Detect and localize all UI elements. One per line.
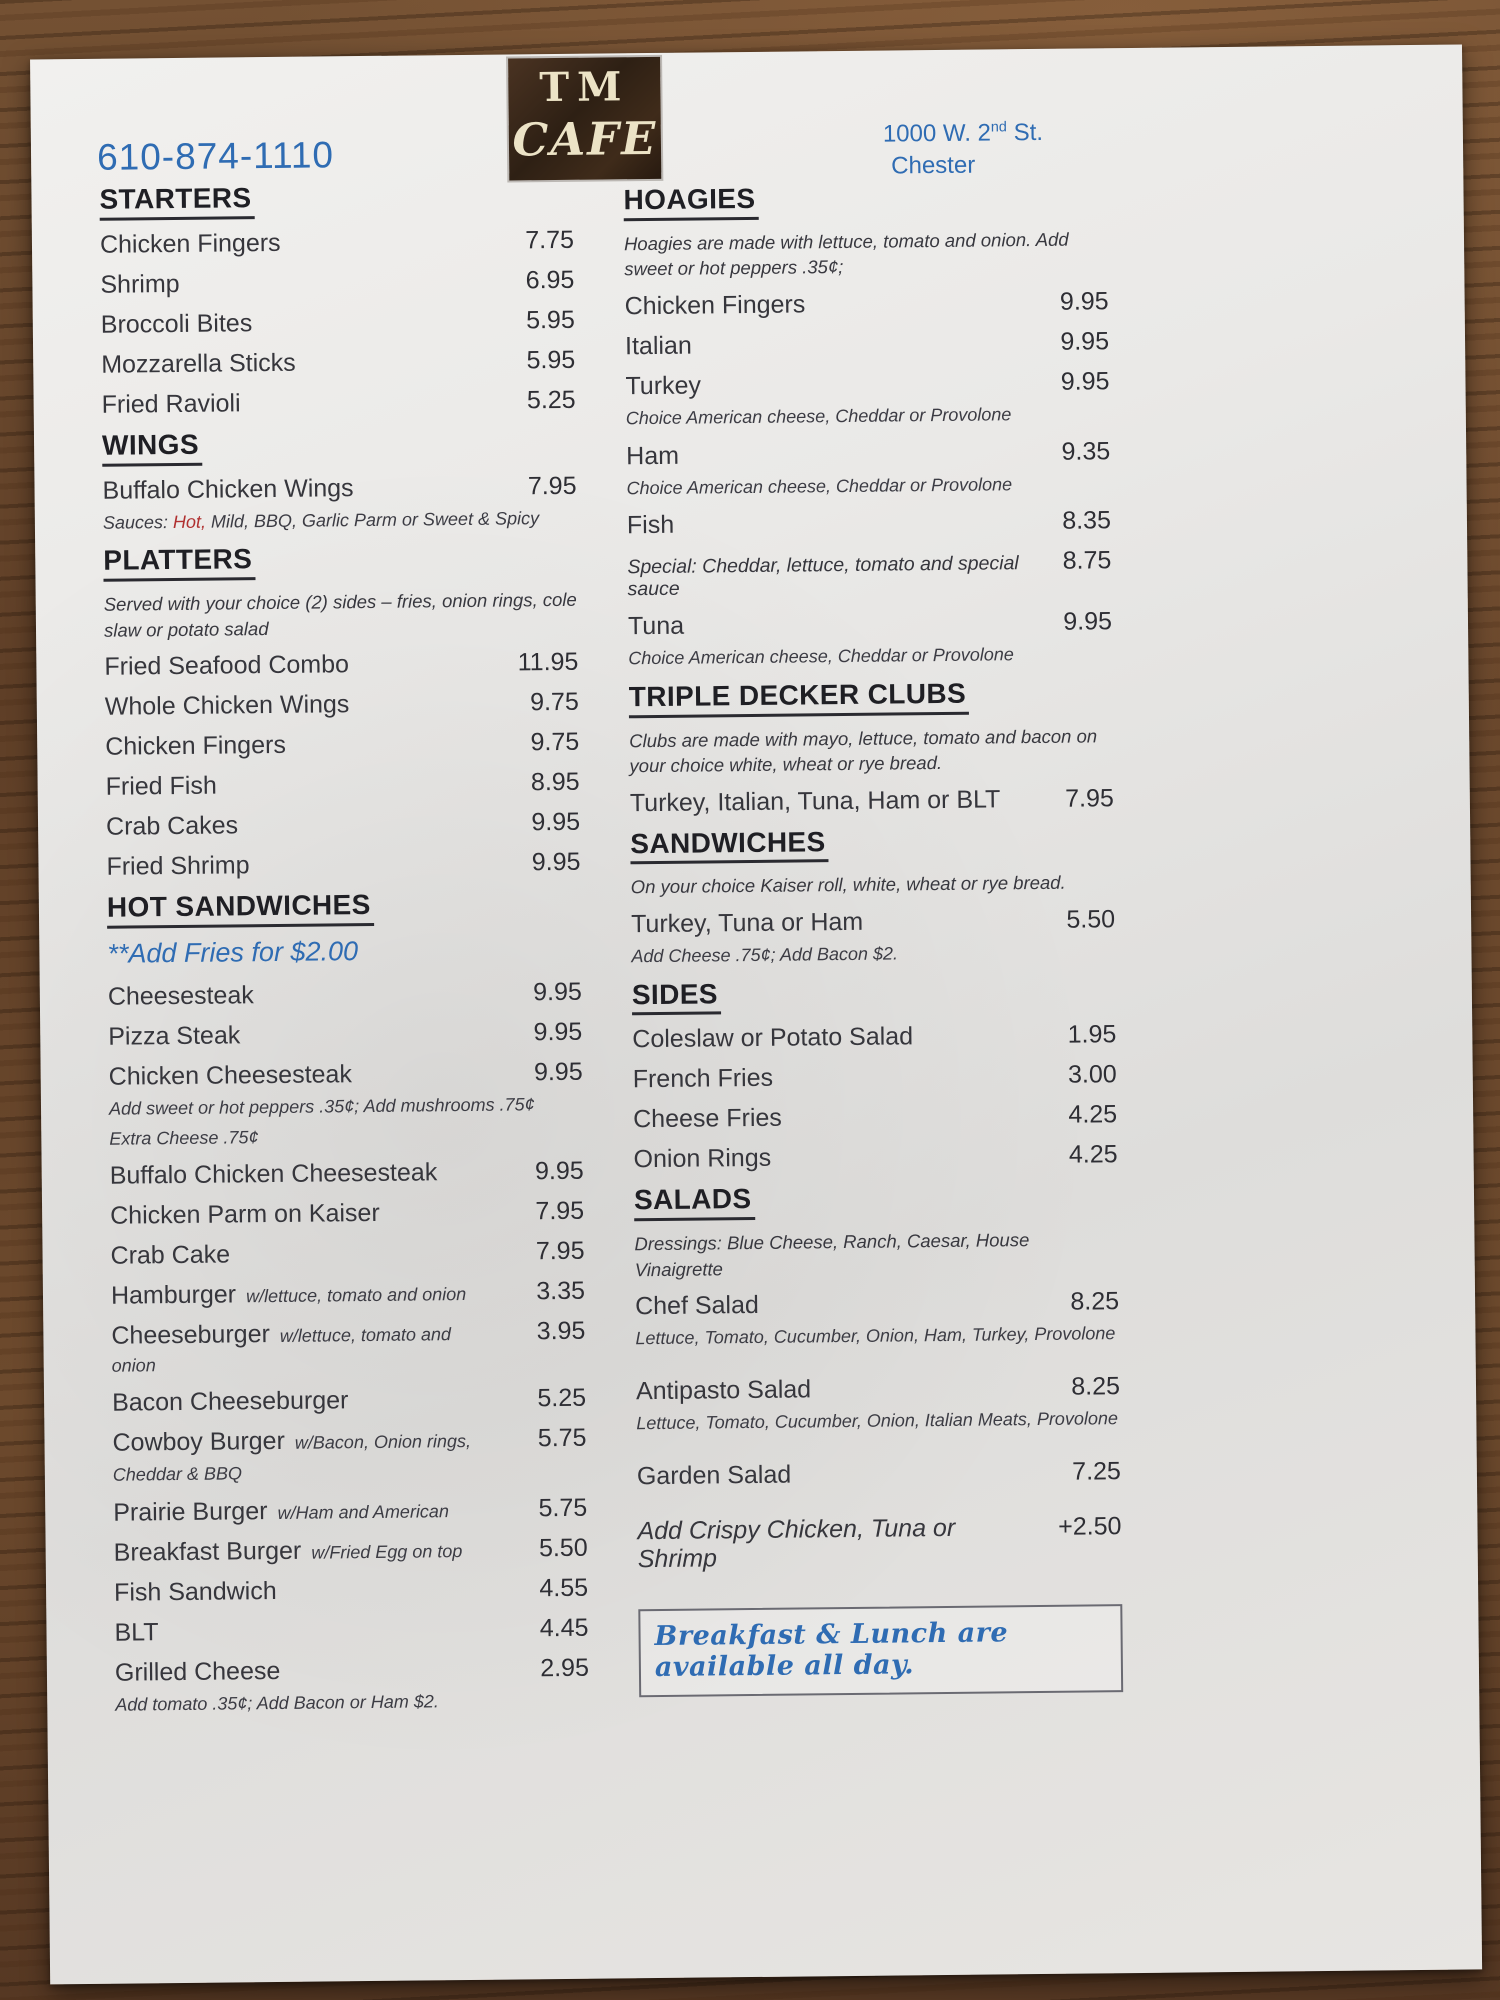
menu-item [636, 1372, 1120, 1406]
item-price: 8.95 [530, 767, 580, 797]
item-price: 3.00 [1067, 1060, 1117, 1090]
cafe-logo [508, 57, 661, 181]
menu-item [632, 1021, 1116, 1055]
item-price: 9.95 [534, 1157, 584, 1186]
address-city: Chester [891, 151, 976, 180]
wings-sauces-note [103, 506, 577, 535]
item-price: 4.55 [539, 1573, 589, 1603]
menu-item [628, 607, 1112, 641]
item-price: 7.25 [1072, 1456, 1122, 1486]
item-name: Ham [626, 441, 680, 470]
item-price: 9.95 [531, 807, 581, 837]
item-price: 5.50 [1066, 905, 1116, 934]
sauce-hot: Hot, [172, 511, 207, 532]
clubs-intro: Clubs are made with mayo, lettuce, tomato and bacon on your choice white, wheat or rye bread. [629, 724, 1098, 777]
item-price: 7.75 [525, 225, 575, 255]
item-name: Fish [626, 511, 675, 540]
item-name: Tuna [627, 611, 685, 641]
item-name-text: Cowboy Burger [112, 1427, 285, 1458]
menu-item [111, 1317, 586, 1378]
menu-paper [30, 45, 1482, 1985]
menu-item [100, 266, 574, 300]
item-note: Choice American cheese, Cheddar or Provolone [628, 644, 1014, 669]
item-price: 9.95 [1060, 327, 1110, 356]
menu-item [114, 1534, 588, 1568]
menu-item [627, 507, 1111, 541]
item-name: Garden Salad [636, 1460, 792, 1490]
item-price: 9.75 [530, 727, 580, 757]
section-title-hoagies: HOAGIES [623, 184, 758, 221]
menu-item [630, 784, 1114, 818]
item-name: Shrimp [100, 269, 180, 299]
item-name-text: Hamburger [110, 1280, 237, 1311]
section-sides [632, 975, 1116, 1016]
menu-item [104, 648, 578, 682]
item-name: Pizza Steak [108, 1021, 241, 1051]
menu-item [106, 848, 580, 882]
item-name: Turkey, Tuna or Ham [630, 907, 864, 939]
item-price: 9.95 [531, 847, 581, 877]
item-price: 5.25 [537, 1384, 587, 1413]
item-name-text: Cheeseburger [111, 1320, 270, 1351]
menu-item [109, 1058, 583, 1092]
item-price: 4.45 [539, 1613, 589, 1643]
platters-intro: Served with your choice (2) sides – fries, onion rings, cole slaw or potato salad [103, 588, 577, 641]
menu-item [105, 688, 579, 722]
item-name-text: Breakfast Burger [113, 1536, 302, 1567]
item-price: 9.75 [529, 687, 579, 717]
left-column [99, 180, 589, 1729]
item-price: 9.95 [533, 1017, 583, 1047]
menu-item [110, 1237, 584, 1271]
menu-item [108, 978, 582, 1012]
availability-banner-text: Breakfast & Lunch are available all day. [654, 1617, 1009, 1683]
item-name [112, 1425, 494, 1457]
item-price: 9.95 [533, 1057, 583, 1087]
item-price: 3.95 [536, 1317, 586, 1346]
item-inline-note: w/lettuce, tomato and onion [111, 1324, 452, 1377]
item-name [111, 1318, 494, 1378]
menu-item [633, 1101, 1117, 1135]
menu-item [626, 437, 1110, 471]
section-platters [103, 541, 577, 582]
item-name: Whole Chicken Wings [104, 690, 350, 721]
item-price: 1.95 [1067, 1020, 1117, 1050]
item-note: Choice American cheese, Cheddar or Provolone [625, 404, 1012, 429]
item-price: 5.95 [525, 305, 575, 335]
item-name: Crab Cakes [105, 811, 239, 841]
menu-item [100, 226, 574, 260]
item-price: 8.25 [1070, 1287, 1120, 1316]
section-hoagies [623, 180, 1107, 221]
item-name: Fried Seafood Combo [104, 650, 350, 681]
item-price: 5.75 [537, 1424, 587, 1453]
menu-item [102, 471, 576, 505]
item-name: Onion Rings [633, 1144, 772, 1174]
item-name: Chef Salad [634, 1291, 759, 1321]
menu-item [101, 306, 575, 340]
item-price: 9.35 [1061, 436, 1111, 466]
section-title-hot-sandwiches: HOT SANDWICHES [107, 890, 374, 929]
item-name: Coleslaw or Potato Salad [632, 1022, 914, 1054]
menu-item [101, 346, 575, 380]
item-name: Bacon Cheeseburger [111, 1386, 349, 1418]
logo-text-cafe: CAFE [512, 111, 658, 167]
menu-item [112, 1384, 586, 1418]
item-price: 11.95 [517, 647, 579, 677]
logo-text-tm: TM [539, 63, 630, 112]
section-title-wings: WINGS [102, 430, 202, 467]
phone-number: 610-874-1110 [96, 134, 335, 178]
item-price: 9.95 [1060, 367, 1110, 396]
section-clubs [629, 677, 1113, 718]
item-price: 4.25 [1068, 1140, 1118, 1170]
right-column [623, 180, 1123, 1697]
address-street [883, 117, 1043, 151]
addon-name: Add Crispy Chicken, Tuna or Shrimp [637, 1513, 956, 1573]
availability-banner [638, 1604, 1123, 1697]
item-price: 7.95 [535, 1197, 585, 1226]
item-name: Buffalo Chicken Wings [102, 473, 354, 505]
menu-item [105, 728, 579, 762]
item-name: Buffalo Chicken Cheesesteak [109, 1158, 438, 1191]
item-price: 5.95 [526, 345, 576, 375]
item-note: Add sweet or hot peppers .35¢; Add mushrooms .75¢ [108, 1094, 535, 1119]
item-price: 2.95 [540, 1653, 590, 1683]
item-price: 5.25 [526, 385, 576, 415]
item-price: 8.25 [1071, 1372, 1121, 1401]
item-price: 9.95 [1059, 287, 1109, 316]
menu-item [633, 1141, 1117, 1175]
item-price: 7.95 [1065, 783, 1114, 813]
sandwiches-intro: On your choice Kaiser roll, white, wheat or rye bread. [630, 872, 1066, 898]
item-name: French Fries [632, 1064, 774, 1094]
item-name: Cheesesteak [107, 981, 254, 1011]
section-salads [634, 1181, 1118, 1222]
item-price: 3.35 [536, 1277, 586, 1306]
item-note: Cheddar & BBQ [112, 1463, 243, 1486]
item-inline-note: w/lettuce, tomato and onion [245, 1284, 467, 1307]
item-name: Grilled Cheese [114, 1657, 281, 1687]
item-name: Chicken Cheesesteak [108, 1060, 353, 1091]
menu-item [625, 367, 1109, 401]
section-title-sandwiches: SANDWICHES [630, 827, 829, 865]
add-fries-promo: **Add Fries for $2.00 [107, 936, 359, 969]
hot-sandwiches-footer-note: Add tomato .35¢; Add Bacon or Ham $2. [115, 1691, 439, 1715]
item-name [113, 1495, 495, 1527]
item-price: 8.35 [1062, 506, 1112, 536]
item-name [111, 1278, 493, 1310]
menu-item [115, 1654, 589, 1688]
menu-item [114, 1574, 588, 1608]
menu-item [106, 768, 580, 802]
section-title-starters: STARTERS [99, 183, 254, 220]
salad-addon [637, 1512, 1122, 1573]
item-name: Special: Cheddar, lettuce, tomato and special sauce [627, 552, 1019, 601]
menu-item [106, 808, 580, 842]
section-hot-sandwiches [107, 888, 581, 929]
item-name: Turkey, Italian, Tuna, Ham or BLT [629, 784, 1001, 817]
item-name: Broccoli Bites [100, 308, 253, 339]
section-sandwiches [630, 824, 1114, 865]
item-price: 7.95 [527, 471, 577, 500]
item-name: Fried Ravioli [101, 389, 241, 419]
menu-item [625, 287, 1109, 321]
item-name: Chicken Fingers [105, 731, 287, 761]
menu-item [110, 1197, 584, 1231]
item-name: Fried Fish [105, 771, 217, 801]
item-note: Lettuce, Tomato, Cucumber, Onion, Italian Meats, Provolone [636, 1408, 1119, 1434]
menu-item [102, 386, 576, 420]
menu-item [113, 1494, 587, 1528]
item-inline-note: w/Ham and American [277, 1501, 450, 1524]
section-wings [102, 426, 576, 467]
menu-item [112, 1424, 586, 1458]
addon-price: +2.50 [1058, 1511, 1122, 1541]
section-title-salads: SALADS [634, 1184, 755, 1221]
menu-item [108, 1018, 582, 1052]
section-title-clubs: TRIPLE DECKER CLUBS [629, 678, 970, 717]
item-price: 9.95 [533, 977, 582, 1007]
item-name-text: Prairie Burger [113, 1497, 268, 1527]
item-inline-note: w/Fried Egg on top [311, 1541, 463, 1563]
item-price: 7.95 [535, 1237, 585, 1266]
menu-item [633, 1061, 1117, 1095]
item-name: Mozzarella Sticks [101, 348, 296, 379]
menu-item [627, 547, 1111, 602]
item-price: 4.25 [1068, 1100, 1118, 1130]
address-street-rest: St. [1006, 118, 1044, 147]
item-price: 5.50 [538, 1533, 588, 1563]
item-price: 5.75 [538, 1493, 588, 1523]
item-name: BLT [114, 1618, 159, 1647]
item-price: 8.75 [1062, 546, 1112, 576]
item-name [114, 1535, 496, 1567]
item-name: Chicken Parm on Kaiser [110, 1199, 380, 1231]
menu-item [110, 1157, 584, 1191]
item-price: 9.95 [1063, 607, 1113, 636]
item-name: Chicken Fingers [624, 290, 806, 321]
address [883, 117, 1044, 183]
item-note: Extra Cheese .75¢ [109, 1126, 259, 1149]
item-name: Fried Shrimp [106, 851, 250, 881]
section-starters [99, 180, 573, 221]
salads-dressings: Dressings: Blue Cheese, Ranch, Caesar, House Vinaigrette [634, 1229, 1030, 1280]
item-note: Lettuce, Tomato, Cucumber, Onion, Ham, Turkey, Provolone [635, 1323, 1116, 1349]
item-name: Crab Cake [110, 1240, 231, 1271]
item-name: Turkey [625, 371, 702, 401]
item-name: Chicken Fingers [99, 228, 281, 259]
section-title-sides: SIDES [632, 979, 721, 1016]
item-name: Italian [624, 331, 692, 361]
address-street-main: 1000 W. 2 [882, 119, 992, 148]
item-name: Fish Sandwich [113, 1577, 277, 1607]
menu-item [114, 1614, 588, 1648]
section-title-platters: PLATTERS [103, 545, 255, 582]
menu-item [631, 905, 1115, 939]
item-inline-note: w/Bacon, Onion rings, [294, 1431, 472, 1454]
hoagies-intro: Hoagies are made with lettuce, tomato and onion. Add sweet or hot peppers .35¢; [623, 228, 1069, 280]
item-price: 6.95 [525, 265, 575, 295]
menu-item [625, 327, 1109, 361]
menu-item [637, 1457, 1121, 1491]
item-note: Choice American cheese, Cheddar or Provolone [626, 473, 1013, 498]
menu-item [635, 1287, 1119, 1321]
sauces-label: Sauces: [102, 511, 174, 533]
sandwiches-footer-note: Add Cheese .75¢; Add Bacon $2. [631, 943, 899, 967]
item-name: Cheese Fries [633, 1104, 782, 1134]
item-name: Antipasto Salad [635, 1375, 812, 1406]
menu-item [111, 1277, 585, 1311]
sauces-rest: Mild, BBQ, Garlic Parm or Sweet & Spicy [205, 507, 540, 532]
address-street-ordinal: nd [990, 119, 1007, 136]
